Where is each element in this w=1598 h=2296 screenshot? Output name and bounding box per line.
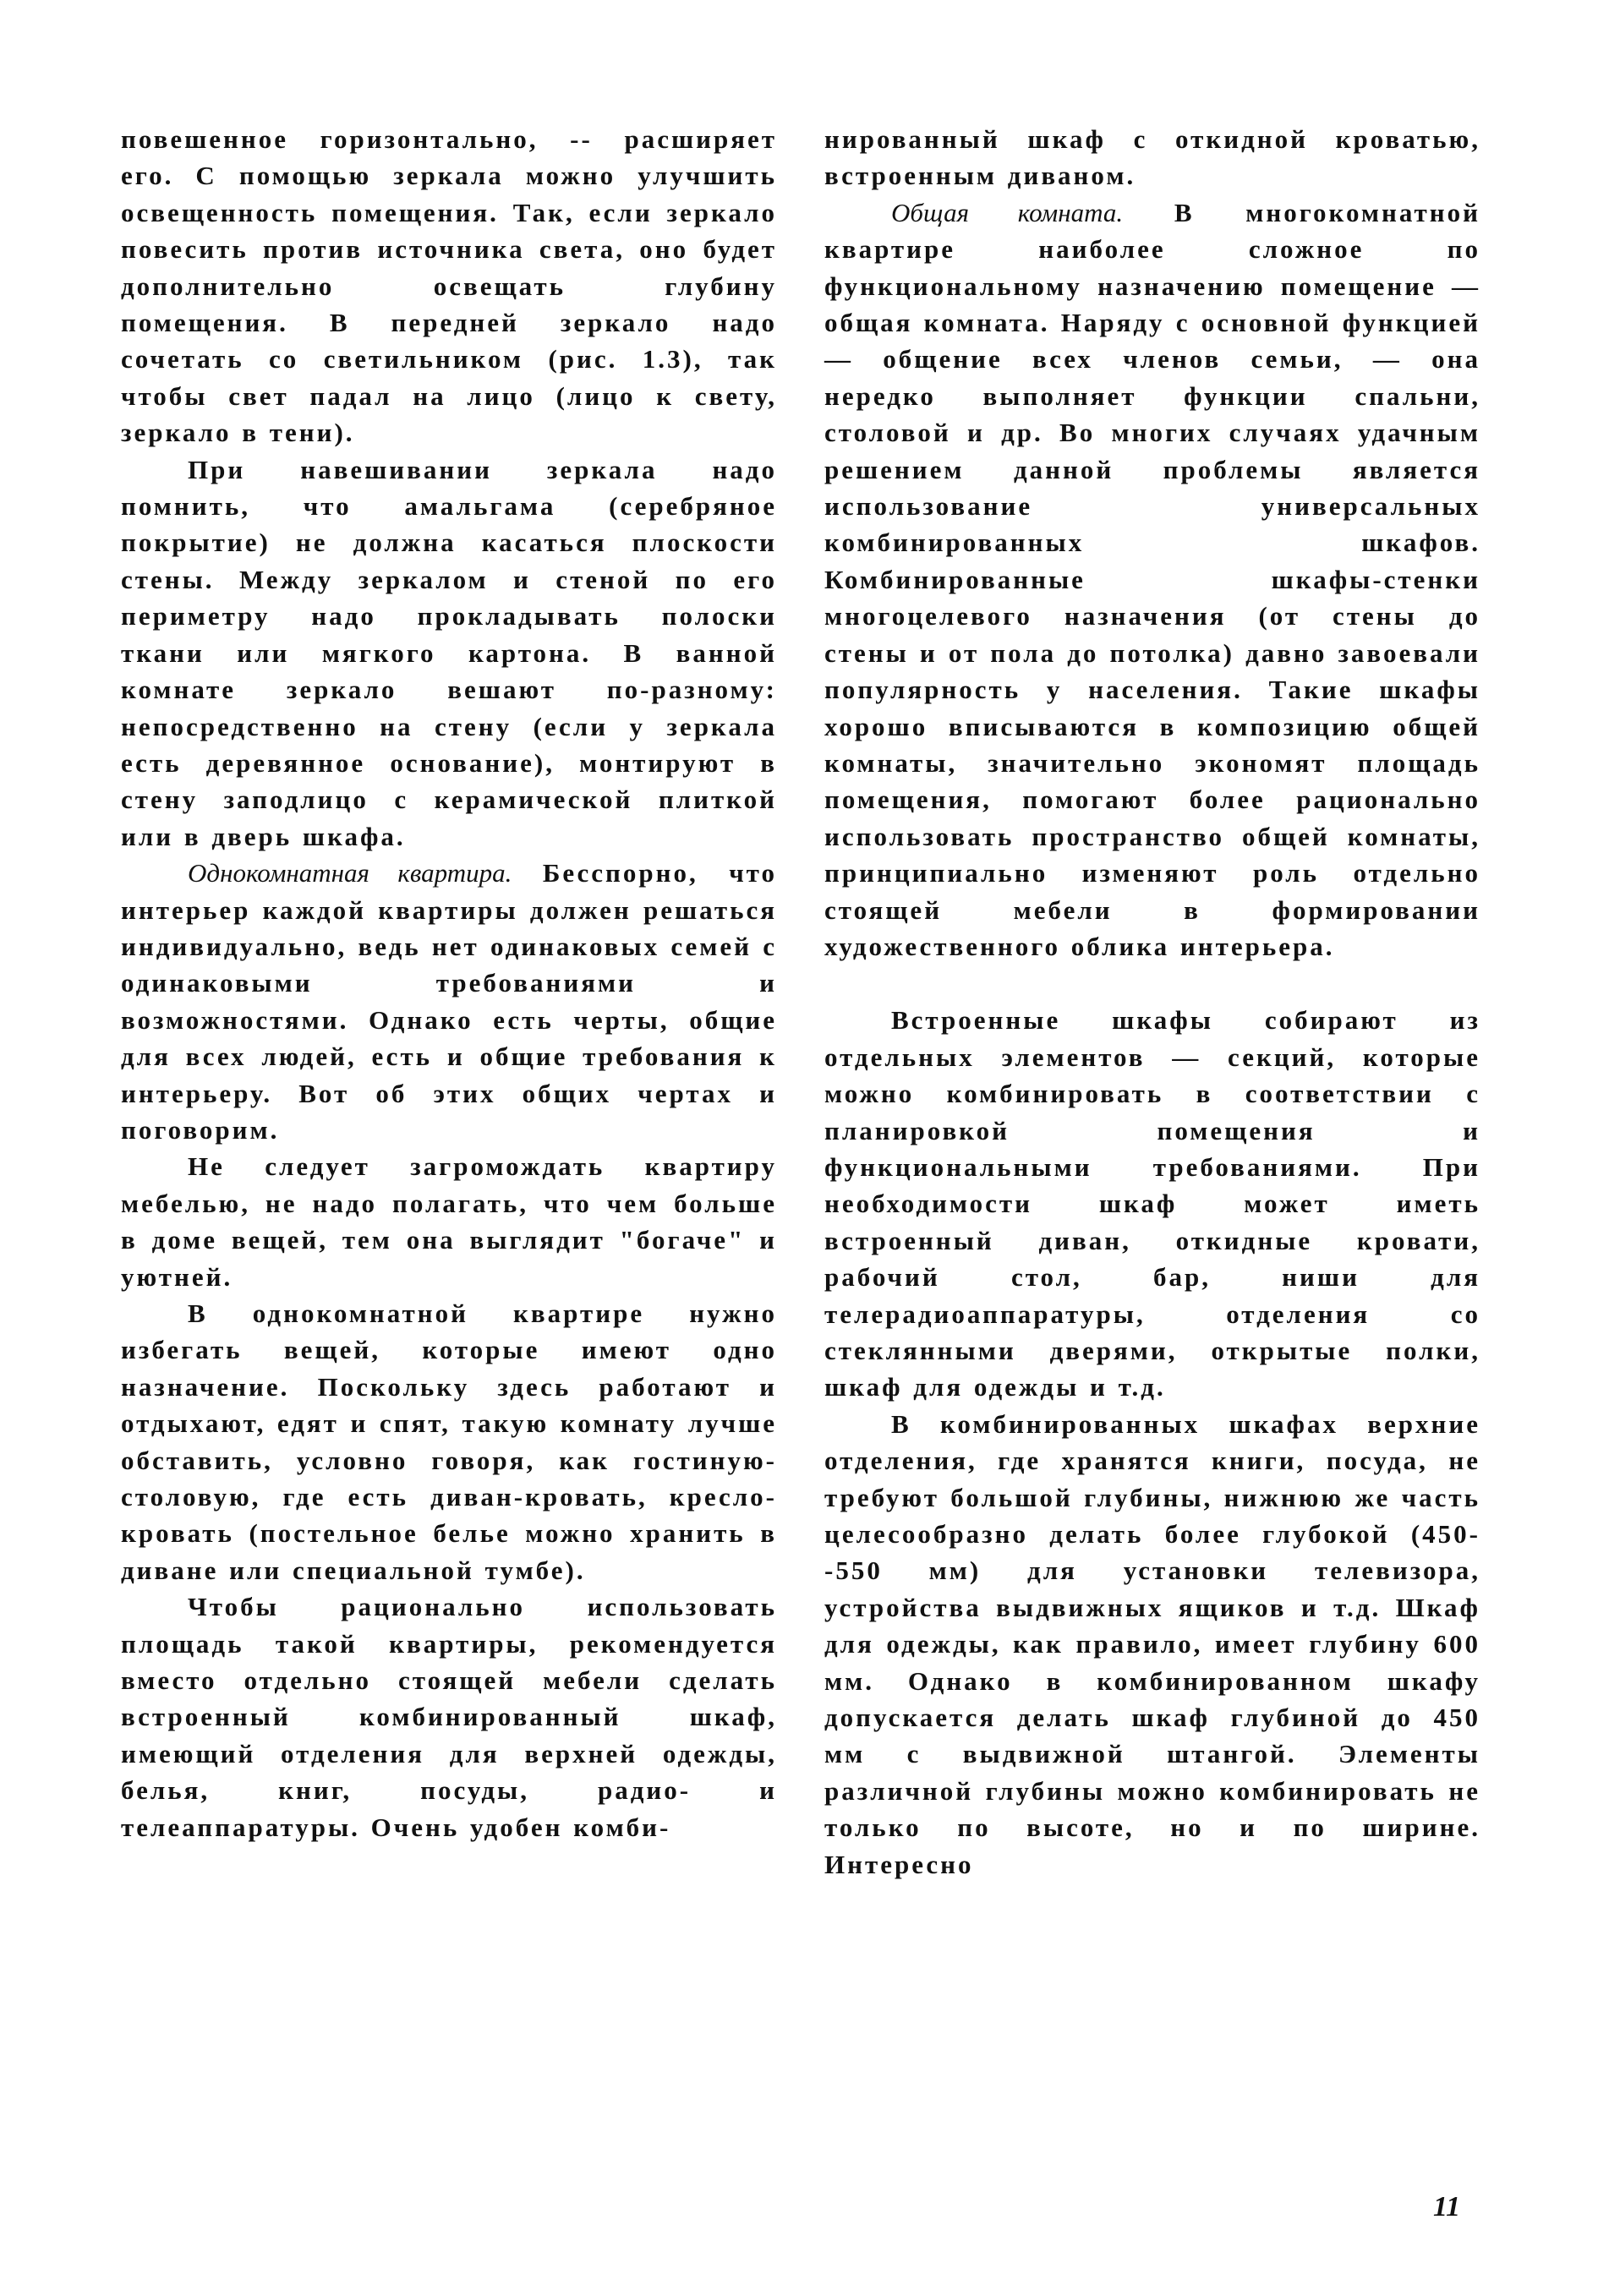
section-heading-common-room: Общая комната. <box>891 197 1124 227</box>
paragraph-text: В многокомнатной квартире наиболее сложное по функциональному назначению помещение — общая комната. Наряду с основной функцией — общение всех членов семьи, — она нередко выполняет функции спальни, столовой и др. Во многих случаях удачным решением данной проблемы является использование универсальных комбинированных шкафов. Комбинированные шкафы-стенки многоцелевого назначения (от стены до стены и от пола до потолка) давно завоевали популярность у населения. Такие шкафы хорошо вписываются в композицию общей комнаты, значительно экономят площадь помещения, помогают более рационально использовать пространство общей комнаты, принципиально изменяют роль отдельно стоящей мебели в формировании художественного облика интерьера. <box>824 197 1480 961</box>
paragraph: При навешивании зеркала надо помнить, что амальгама (серебряное покрытие) не должна касаться плоскости стены. Между зеркалом и стеной по его периметру надо прокладывать полоски ткани или мягкого картона. В ванной комнате зеркало вешают по-разному: непосредственно на стену (если у зеркала есть деревянное основание), монтируют в стену заподлицо с керамической плиткой или в дверь шкафа. <box>121 454 777 851</box>
left-text-column <box>121 121 777 1845</box>
paragraph: повешенное горизонтально, -- расширяет его. С помощью зеркала можно улучшить освещенность помещения. Так, если зеркало повесить против источника света, оно будет дополнительно освещать глубину помещения. В передней зеркало надо сочетать со светильником (рис. 1.3), так чтобы свет падал на лицо (лицо к свету, зеркало в тени). <box>121 124 777 448</box>
right-text-column <box>824 121 1480 1883</box>
paragraph: Встроенные шкафы собирают из отдельных элементов — секций, которые можно комбинировать в соответствии с планировкой помещения и функциональными требованиями. При необходимости шкаф может иметь встроенный диван, откидные кровати, рабочий стол, бар, ниши для телерадиоаппаратуры, отделения со стеклянными дверями, открытые полки, шкаф для одежды и т.д. <box>824 1005 1480 1402</box>
paragraph: В комбинированных шкафах верхние отделения, где хранятся книги, посуда, не требуют большой глубины, нижнюю же часть целесообразно делать более глубокой (450--550 мм) для установки телевизора, устройства выдвижных ящиков и т.д. Шкаф для одежды, как правило, имеет глубину 600 мм. Однако в комбинированном шкафу допускается делать шкаф глубиной до 450 мм с выдвижной штангой. Элементы различной глубины можно комбинировать не только по высоте, но и по ширине. Интересно <box>824 1408 1480 1879</box>
paragraph: Чтобы рационально использовать площадь такой квартиры, рекомендуется вместо отдельно стоящей мебели сделать встроенный комбинированный шкаф, имеющий отделения для верхней одежды, белья, книг, посуды, радио- и телеаппаратуры. Очень удобен комби- <box>121 1592 777 1842</box>
page-number: 11 <box>1433 2191 1461 2222</box>
paragraph: нированный шкаф с откидной кроватью, встроенным диваном. <box>824 124 1480 191</box>
paragraph: Не следует загромождать квартиру мебелью, не надо полагать, что чем больше в доме вещей, тем она выглядит "богаче" и уютней. <box>121 1151 777 1292</box>
paragraph-text: Бесспорно, что интерьер каждой квартиры должен решаться индивидуально, ведь нет одинаковых семей с одинаковыми требованиями и возможностями. Однако есть черты, общие для всех людей, есть и общие требования к интерьеру. Вот об этих общих чертах и поговорим. <box>121 858 777 1145</box>
paragraph <box>824 194 1480 965</box>
paragraph: В однокомнатной квартире нужно избегать вещей, которые имеют одно назначение. Поскольку здесь работают и отдыхают, едят и спят, такую комнату лучше обставить, условно говоря, как гостиную-столовую, где есть диван-кровать, кресло-кровать (постельное белье можно хранить в диване или специальной тумбе). <box>121 1298 777 1585</box>
paragraph <box>121 855 777 1148</box>
section-heading-one-room-apartment: Однокомнатная квартира. <box>188 858 512 888</box>
